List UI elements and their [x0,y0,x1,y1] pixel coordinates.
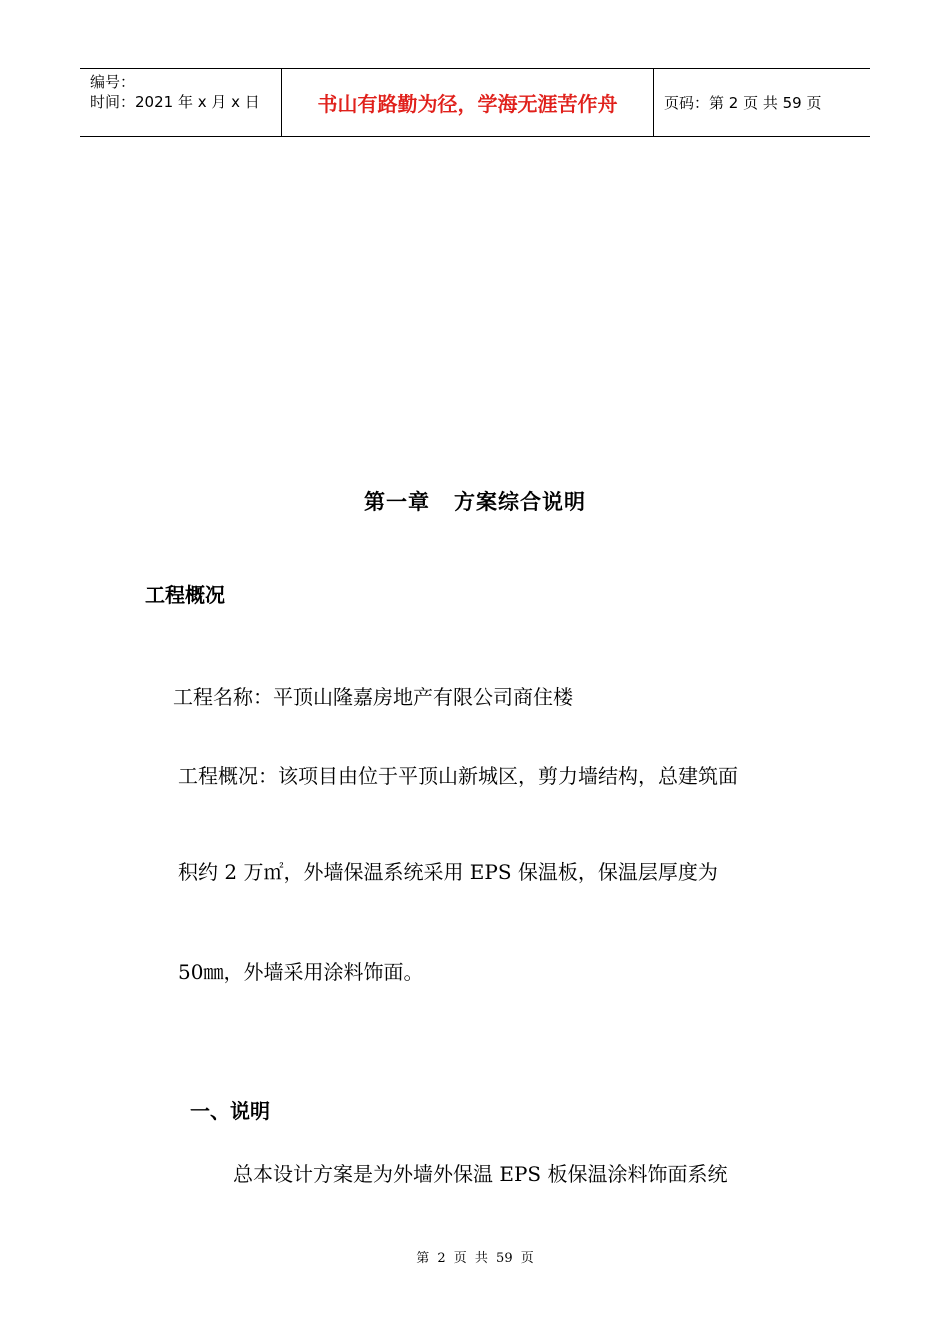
page-header [80,68,870,137]
header-date-label: 时间：2021 年 x 月 x 日 [90,93,260,111]
chapter-title: 方案综合说明 [454,490,586,514]
subsection-title: 一、说明 [190,1099,270,1123]
page-footer: 第 2 页 共 59 页 [416,1251,534,1266]
header-number-label: 编号： [90,73,136,91]
project-name-paragraph: 工程名称：平顶山隆嘉房地产有限公司商住楼 [173,685,573,709]
subsection-line-1: 总本设计方案是为外墙外保温 EPS 板保温涂料饰面系统 [233,1162,728,1186]
section-title: 工程概况 [145,583,225,607]
header-motto: 书山有路勤为径，学海无涯苦作舟 [281,69,654,136]
chapter-heading [0,486,950,516]
header-page-info: 页码：第 2 页 共 59 页 [664,94,822,112]
overview-line-1: 工程概况：该项目由位于平顶山新城区，剪力墙结构，总建筑面 [178,764,738,788]
chapter-number: 第一章 [364,490,430,514]
overview-line-3: 50㎜，外墙采用涂料饰面。 [178,960,424,984]
header-meta [80,69,281,136]
overview-line-2: 积约 2 万㎡，外墙保温系统采用 EPS 保温板，保温层厚度为 [178,860,718,884]
